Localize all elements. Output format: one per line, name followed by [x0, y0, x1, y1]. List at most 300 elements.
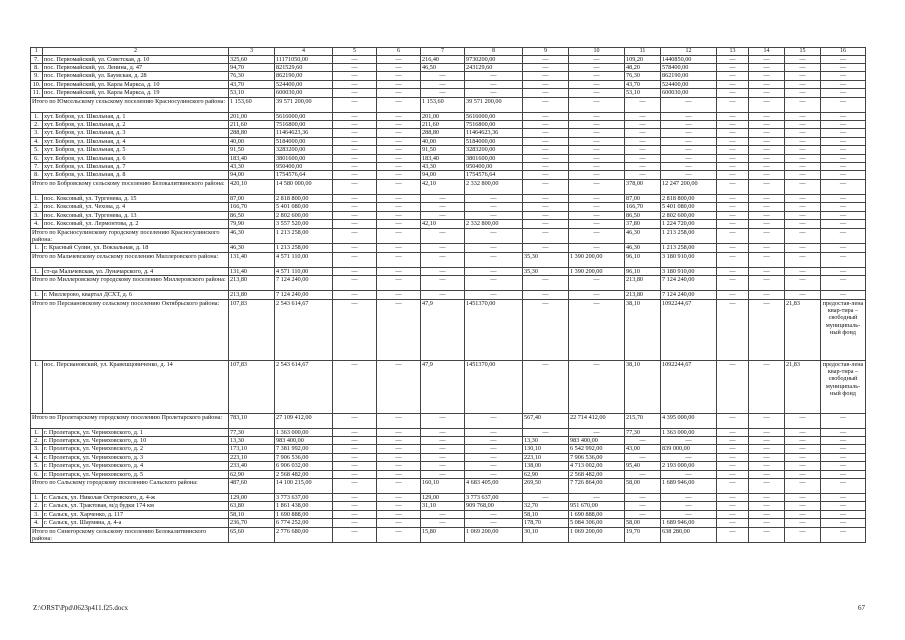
value-cell: —	[333, 291, 377, 299]
value-cell: —	[785, 89, 821, 97]
subtotal-label: Итого по Сальскому городскому поселению Сальского района:	[31, 478, 229, 493]
value-cell: —	[377, 252, 421, 267]
row-number: 6.	[31, 470, 43, 478]
value-cell: —	[523, 55, 569, 63]
value-cell: —	[377, 146, 421, 154]
value-cell: 107,83	[229, 360, 275, 413]
value-cell: 1440850,00	[661, 55, 717, 63]
value-cell: 1092244,67	[661, 299, 717, 360]
value-cell: 77,30	[229, 428, 275, 436]
value-cell: 2 802 600,00	[661, 211, 717, 219]
table-row	[31, 220, 866, 228]
address-cell: г. Пролетарск, ул. Черняховского, д. 4	[43, 462, 229, 470]
address-cell: г. Миллерово, квартал ДСХТ, д. 6	[43, 291, 229, 299]
address-cell: г. Пролетарск, ул. Черняховского, д. 2	[43, 445, 229, 453]
value-cell: 96,10	[625, 267, 661, 275]
value-cell: —	[625, 154, 661, 162]
value-cell: —	[749, 470, 785, 478]
value-cell: 46,30	[625, 244, 661, 252]
value-cell: —	[333, 55, 377, 63]
value-cell: —	[333, 97, 377, 112]
value-cell: 43,00	[625, 445, 661, 453]
value-cell: 91,50	[421, 146, 465, 154]
row-number: 1.	[31, 112, 43, 120]
row-number: 4.	[31, 453, 43, 461]
value-cell: 862190,00	[661, 72, 717, 80]
subtotal-label: Итого по Юмсельскому сельскому поселению Красносулинского района:	[31, 97, 229, 112]
value-cell: —	[333, 64, 377, 72]
value-cell: —	[661, 163, 717, 171]
value-cell: 13,30	[229, 436, 275, 444]
value-cell: —	[569, 137, 625, 145]
value-cell: —	[821, 519, 866, 527]
value-cell: —	[661, 112, 717, 120]
value-cell: 1 224 720,00	[661, 220, 717, 228]
value-cell: —	[569, 55, 625, 63]
value-cell: —	[333, 428, 377, 436]
address-cell: хут. Бобров, ул. Школьная, д. 2	[43, 121, 229, 129]
value-cell: —	[821, 64, 866, 72]
value-cell: —	[821, 80, 866, 88]
value-cell: —	[821, 72, 866, 80]
value-cell: —	[465, 89, 523, 97]
value-cell: —	[569, 146, 625, 154]
value-cell: 30,10	[523, 527, 569, 543]
value-cell: —	[569, 64, 625, 72]
value-cell: —	[821, 89, 866, 97]
value-cell: —	[333, 252, 377, 267]
value-cell: —	[821, 121, 866, 129]
value-cell: 950400,00	[275, 163, 333, 171]
value-cell: —	[821, 137, 866, 145]
value-cell: 821529,60	[275, 64, 333, 72]
value-cell: —	[749, 121, 785, 129]
value-cell: —	[569, 194, 625, 202]
value-cell: —	[465, 462, 523, 470]
value-cell: 2 543 614,67	[275, 360, 333, 413]
value-cell: —	[377, 220, 421, 228]
value-cell: 524400,00	[661, 80, 717, 88]
value-cell: —	[523, 112, 569, 120]
value-cell: —	[785, 244, 821, 252]
address-cell: пос. Первомайский, ул. Советская, д. 10	[43, 55, 229, 63]
value-cell: —	[377, 211, 421, 219]
value-cell: 53,10	[625, 89, 661, 97]
value-cell: —	[377, 445, 421, 453]
address-cell: хут. Бобров, ул. Школьная, д. 3	[43, 129, 229, 137]
value-cell: —	[465, 470, 523, 478]
value-cell: 4 395 000,00	[661, 413, 717, 428]
value-cell: 7 124 240,00	[661, 276, 717, 291]
value-cell: —	[523, 154, 569, 162]
value-cell: —	[749, 64, 785, 72]
value-cell: —	[749, 527, 785, 543]
value-cell: 65,60	[229, 527, 275, 543]
value-cell: —	[333, 121, 377, 129]
value-cell: —	[785, 112, 821, 120]
value-cell: 2 568 482,00	[569, 470, 625, 478]
value-cell: —	[785, 228, 821, 244]
value-cell: —	[717, 413, 749, 428]
value-cell: —	[333, 228, 377, 244]
value-cell: —	[749, 502, 785, 510]
value-cell: —	[821, 112, 866, 120]
value-cell: 1 690 888,00	[275, 510, 333, 518]
value-cell: —	[821, 179, 866, 194]
value-cell: —	[749, 519, 785, 527]
value-cell: —	[421, 72, 465, 80]
address-cell: г. Красный Сулин, ул. Вокзальная, д. 18	[43, 244, 229, 252]
value-cell: —	[377, 436, 421, 444]
value-cell: —	[333, 445, 377, 453]
value-cell: 223,10	[523, 453, 569, 461]
value-cell: 211,60	[229, 121, 275, 129]
value-cell: —	[785, 470, 821, 478]
value-cell: 9730200,00	[465, 55, 523, 63]
value-cell: —	[333, 502, 377, 510]
subtotal-row	[31, 97, 866, 112]
value-cell: —	[717, 462, 749, 470]
value-cell: —	[333, 137, 377, 145]
value-cell: —	[333, 211, 377, 219]
value-cell: —	[523, 291, 569, 299]
value-cell: 21,83	[785, 360, 821, 413]
value-cell: —	[821, 436, 866, 444]
value-cell: 3283200,00	[465, 146, 523, 154]
table-row	[31, 291, 866, 299]
value-cell: 42,10	[421, 179, 465, 194]
value-cell: —	[465, 267, 523, 275]
row-number: 3.	[31, 445, 43, 453]
value-cell: 1 363 000,00	[661, 428, 717, 436]
value-cell: —	[333, 493, 377, 501]
table-row	[31, 519, 866, 527]
value-cell: —	[523, 228, 569, 244]
value-cell: —	[785, 436, 821, 444]
value-cell: —	[717, 97, 749, 112]
value-cell: —	[785, 129, 821, 137]
value-cell: —	[465, 436, 523, 444]
value-cell: —	[717, 129, 749, 137]
value-cell: 5 401 080,00	[275, 203, 333, 211]
value-cell: —	[333, 89, 377, 97]
value-cell: 213,80	[229, 291, 275, 299]
value-cell: —	[465, 510, 523, 518]
value-cell: —	[377, 121, 421, 129]
subtotal-label: Итого по Синегорскому сельскому поселению Белокалитвинского района:	[31, 527, 229, 543]
value-cell: —	[749, 445, 785, 453]
value-cell: 1 390 200,00	[569, 252, 625, 267]
value-cell: —	[465, 428, 523, 436]
value-cell: 216,40	[421, 55, 465, 63]
value-cell: 2 802 600,00	[275, 211, 333, 219]
value-cell: 243129,60	[465, 64, 523, 72]
value-cell: 183,40	[229, 154, 275, 162]
value-cell: —	[523, 493, 569, 501]
value-cell: —	[569, 220, 625, 228]
value-cell: —	[717, 220, 749, 228]
value-cell: —	[465, 194, 523, 202]
row-number: 5.	[31, 462, 43, 470]
value-cell: —	[377, 276, 421, 291]
value-cell: —	[717, 291, 749, 299]
value-cell: —	[569, 360, 625, 413]
value-cell: 1754576,64	[275, 171, 333, 179]
value-cell: 86,50	[229, 211, 275, 219]
value-cell: —	[625, 502, 661, 510]
value-cell: —	[465, 276, 523, 291]
value-cell: —	[523, 72, 569, 80]
value-cell: 11464623,36	[275, 129, 333, 137]
value-cell: 27 109 412,00	[275, 413, 333, 428]
value-cell: —	[717, 252, 749, 267]
value-cell: —	[717, 80, 749, 88]
value-cell: 94,00	[229, 171, 275, 179]
value-cell: —	[821, 502, 866, 510]
value-cell: 15,80	[421, 527, 465, 543]
value-cell: —	[377, 462, 421, 470]
value-cell: —	[785, 137, 821, 145]
value-cell: 5 084 306,00	[569, 519, 625, 527]
value-cell: —	[749, 462, 785, 470]
subtotal-row	[31, 299, 866, 360]
value-cell: —	[333, 179, 377, 194]
value-cell: —	[785, 72, 821, 80]
value-cell: —	[749, 203, 785, 211]
value-cell: —	[821, 129, 866, 137]
address-cell: г. Сальск, ул. Харченко, д. 117	[43, 510, 229, 518]
value-cell: —	[717, 510, 749, 518]
column-number: 5	[333, 48, 377, 56]
value-cell: —	[523, 276, 569, 291]
row-number: 1.	[31, 194, 43, 202]
table-row	[31, 64, 866, 72]
row-number: 7.	[31, 163, 43, 171]
value-cell: —	[717, 171, 749, 179]
value-cell: —	[661, 493, 717, 501]
value-cell: 37,80	[625, 220, 661, 228]
row-number: 8.	[31, 64, 43, 72]
row-number: 2.	[31, 121, 43, 129]
address-cell: пос. Первомайский, ул. Карла Маркса, д. 10	[43, 80, 229, 88]
value-cell: —	[569, 171, 625, 179]
value-cell: —	[821, 97, 866, 112]
value-cell: —	[749, 413, 785, 428]
value-cell: 42,10	[421, 220, 465, 228]
value-cell: 12 247 200,00	[661, 179, 717, 194]
value-cell: —	[625, 171, 661, 179]
value-cell: —	[333, 462, 377, 470]
subtotal-label: Итого по Красносулинскому городскому поселению Красносулинского района:	[31, 228, 229, 244]
value-cell: 7 124 240,00	[275, 276, 333, 291]
value-cell: 7 726 864,00	[569, 478, 625, 493]
value-cell: —	[661, 129, 717, 137]
value-cell: —	[421, 453, 465, 461]
value-cell: 3801600,00	[465, 154, 523, 162]
value-cell: 40,00	[229, 137, 275, 145]
subtotal-row	[31, 413, 866, 428]
address-cell: г. Сальск, ул. Трактовая, м/д будки 174 км	[43, 502, 229, 510]
value-cell: 3801600,00	[275, 154, 333, 162]
value-cell: 131,40	[229, 267, 275, 275]
value-cell: 4 571 110,00	[275, 267, 333, 275]
value-cell: 600030,00	[275, 89, 333, 97]
value-cell: —	[717, 55, 749, 63]
subtotal-label: Итого по Персиановскому сельскому поселению Октябрьского района:	[31, 299, 229, 360]
value-cell: 87,00	[625, 194, 661, 202]
row-number: 10.	[31, 80, 43, 88]
value-cell: —	[749, 299, 785, 360]
table-row	[31, 72, 866, 80]
row-number: 2.	[31, 203, 43, 211]
value-cell: 2 818 800,00	[275, 194, 333, 202]
table-row	[31, 470, 866, 478]
address-cell: ст-ца Мальчевская, ул. Луначарского, д. 4	[43, 267, 229, 275]
value-cell: 107,83	[229, 299, 275, 360]
value-cell: —	[523, 179, 569, 194]
value-cell: 983 400,00	[275, 436, 333, 444]
row-number: 4.	[31, 137, 43, 145]
value-cell: —	[523, 121, 569, 129]
value-cell: —	[749, 436, 785, 444]
value-cell: —	[333, 194, 377, 202]
value-cell: —	[785, 220, 821, 228]
address-cell: пос. Первомайский, ул. Баумская, д. 28	[43, 72, 229, 80]
value-cell: 87,00	[229, 194, 275, 202]
address-cell: г. Пролетарск, ул. Черняховского, д. 1	[43, 428, 229, 436]
value-cell: —	[661, 453, 717, 461]
value-cell: —	[465, 228, 523, 244]
value-cell: 1 213 258,00	[275, 244, 333, 252]
value-cell: —	[717, 267, 749, 275]
value-cell: 130,10	[523, 445, 569, 453]
table-row	[31, 171, 866, 179]
value-cell: —	[717, 527, 749, 543]
value-cell: 76,30	[229, 72, 275, 80]
value-cell: 950400,00	[465, 163, 523, 171]
value-cell: —	[569, 428, 625, 436]
value-cell: —	[625, 493, 661, 501]
address-cell: пос. Коксовый, ул. Тургенева, д. 13	[43, 211, 229, 219]
address-cell: хут. Бобров, ул. Школьная, д. 8	[43, 171, 229, 179]
row-number: 7.	[31, 55, 43, 63]
value-cell: —	[661, 502, 717, 510]
value-cell: 1754576,64	[465, 171, 523, 179]
value-cell: 47,9	[421, 299, 465, 360]
value-cell: —	[749, 112, 785, 120]
column-number-row	[31, 48, 866, 56]
value-cell: 109,20	[625, 55, 661, 63]
value-cell: —	[785, 55, 821, 63]
value-cell: —	[717, 89, 749, 97]
table-row	[31, 194, 866, 202]
value-cell: —	[625, 163, 661, 171]
value-cell: —	[333, 129, 377, 137]
address-cell: г. Сальск, ул. Николая Островского, д. 4-ж	[43, 493, 229, 501]
value-cell: —	[523, 146, 569, 154]
value-cell: —	[523, 211, 569, 219]
value-cell: 46,30	[229, 244, 275, 252]
value-cell: 14 100 215,00	[275, 478, 333, 493]
value-cell: —	[377, 72, 421, 80]
value-cell: 47,9	[421, 360, 465, 413]
value-cell: 839 000,00	[661, 445, 717, 453]
table-row	[31, 502, 866, 510]
value-cell: —	[569, 493, 625, 501]
value-cell: —	[523, 194, 569, 202]
value-cell: —	[377, 244, 421, 252]
address-cell: хут. Бобров, ул. Школьная, д. 1	[43, 112, 229, 120]
value-cell: —	[749, 428, 785, 436]
column-number: 9	[523, 48, 569, 56]
value-cell: —	[569, 291, 625, 299]
address-cell: хут. Бобров, ул. Школьная, д. 4	[43, 137, 229, 145]
value-cell: —	[333, 510, 377, 518]
value-cell: —	[569, 299, 625, 360]
row-number: 11.	[31, 89, 43, 97]
column-number: 12	[661, 48, 717, 56]
value-cell: —	[523, 137, 569, 145]
table-row	[31, 462, 866, 470]
value-cell: —	[377, 97, 421, 112]
value-cell: —	[421, 244, 465, 252]
address-cell: г. Сальск, ул. Шаумяна, д. 4-а	[43, 519, 229, 527]
value-cell: —	[821, 462, 866, 470]
value-cell: 166,70	[625, 203, 661, 211]
value-cell: —	[377, 89, 421, 97]
value-cell: 909 768,00	[465, 502, 523, 510]
value-cell: —	[717, 112, 749, 120]
value-cell: —	[421, 80, 465, 88]
value-cell: 269,50	[523, 478, 569, 493]
value-cell: —	[569, 72, 625, 80]
column-number: 2	[43, 48, 229, 56]
value-cell: —	[785, 291, 821, 299]
value-cell: —	[821, 203, 866, 211]
value-cell: —	[377, 179, 421, 194]
value-cell: —	[717, 72, 749, 80]
address-cell: пос. Первомайский, ул. Карла Маркса, д. 19	[43, 89, 229, 97]
value-cell: —	[785, 462, 821, 470]
value-cell: 7 381 992,00	[275, 445, 333, 453]
value-cell: 5184000,00	[465, 137, 523, 145]
value-cell: —	[421, 445, 465, 453]
value-cell: 1 689 946,00	[661, 519, 717, 527]
value-cell: 1 861 438,00	[275, 502, 333, 510]
table-row	[31, 129, 866, 137]
value-cell: —	[333, 154, 377, 162]
table-row	[31, 445, 866, 453]
value-cell: 1 689 946,00	[661, 478, 717, 493]
value-cell: 13,30	[523, 436, 569, 444]
value-cell: —	[523, 299, 569, 360]
subtotal-label: Итого по Мальчевскому сельскому поселению Миллеровского района:	[31, 252, 229, 267]
value-cell: —	[377, 154, 421, 162]
value-cell: 53,10	[229, 89, 275, 97]
value-cell: 213,80	[625, 291, 661, 299]
value-cell: —	[333, 470, 377, 478]
column-number: 4	[275, 48, 333, 56]
value-cell: 7516800,00	[275, 121, 333, 129]
value-cell: 31,10	[421, 502, 465, 510]
value-cell: —	[523, 80, 569, 88]
row-number: 1.	[31, 244, 43, 252]
value-cell: 91,50	[229, 146, 275, 154]
value-cell: —	[717, 478, 749, 493]
value-cell: 2 818 800,00	[661, 194, 717, 202]
value-cell: 5 401 080,00	[661, 203, 717, 211]
value-cell: —	[749, 220, 785, 228]
